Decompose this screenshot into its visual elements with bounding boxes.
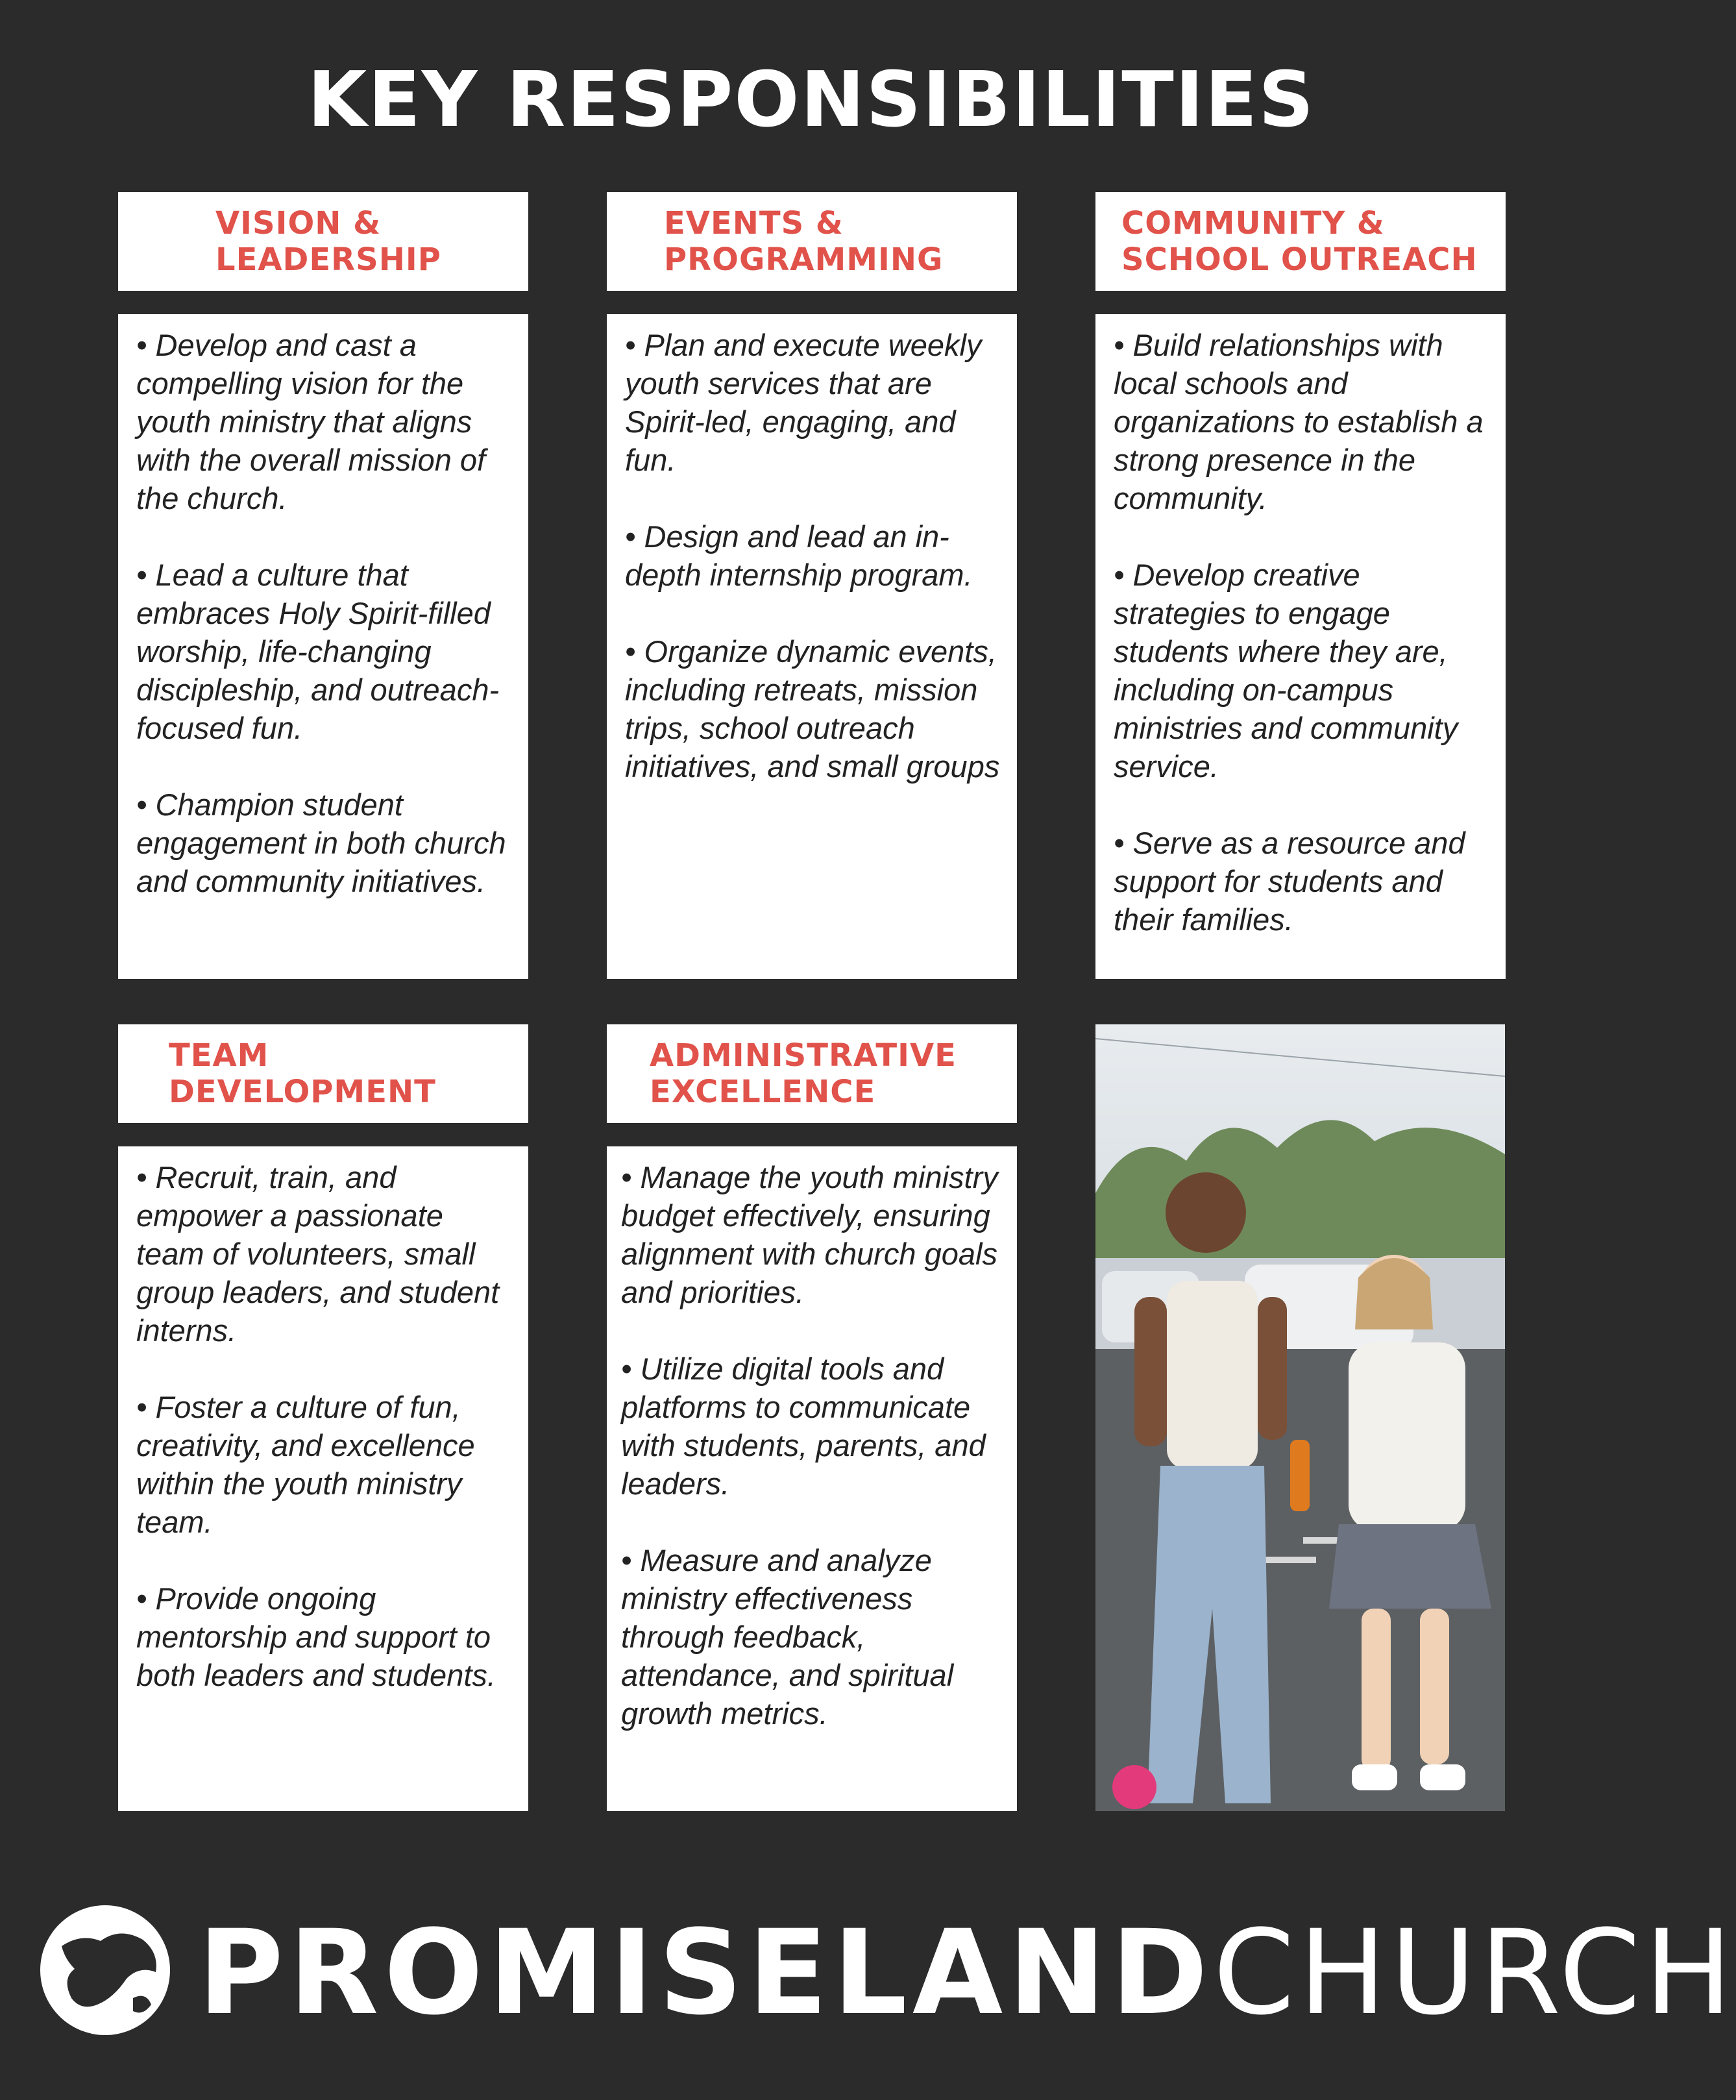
section-header-events — [607, 192, 1017, 291]
list-item: • Recruit, train, and empower a passionate team of volunteers, small group leaders, and student interns. — [136, 1160, 500, 1348]
list-item: • Foster a culture of fun, creativity, and excellence within the youth ministry team. — [136, 1390, 475, 1539]
list-item: • Design and lead an in-depth internship program. — [625, 519, 973, 592]
section-body-team — [118, 1146, 528, 1811]
section-heading-line: COMMUNITY & — [1121, 205, 1385, 241]
section-heading-line: TEAM — [169, 1037, 269, 1074]
list-item: • Lead a culture that embraces Holy Spirit-filled worship, life-changing discipleship, and outreach-focused fun. — [136, 558, 500, 745]
list-item: • Develop and cast a compelling vision for the youth ministry that aligns with the overall mission of the church. — [136, 328, 486, 515]
section-heading-line: VISION & — [215, 205, 381, 241]
list-item: • Build relationships with local schools and organizations to establish a strong presence in the community. — [1114, 328, 1484, 515]
section-header-admin — [607, 1024, 1017, 1123]
list-item: • Utilize digital tools and platforms to communicate with students, parents, and leaders. — [621, 1352, 986, 1501]
section-heading-line: DEVELOPMENT — [169, 1074, 436, 1110]
page-title: KEY RESPONSIBILITIES — [307, 55, 1315, 144]
section-heading-line: EVENTS & — [664, 205, 844, 241]
section-body-events — [607, 314, 1017, 979]
section-heading-line: SCHOOL OUTREACH — [1121, 241, 1478, 278]
list-item: • Measure and analyze ministry effectiveness through feedback, attendance, and spiritual growth metrics. — [621, 1543, 954, 1731]
church-logo-icon — [36, 1901, 175, 2040]
church-wordmark — [198, 1905, 1736, 2041]
list-item: • Manage the youth ministry budget effectively, ensuring alignment with church goals and priorities. — [621, 1160, 998, 1309]
wordmark-light: CHURCH — [1213, 1905, 1736, 2041]
section-body-community — [1095, 314, 1506, 979]
section-body-vision — [118, 314, 528, 979]
section-header-team — [118, 1024, 528, 1123]
section-body-admin — [607, 1146, 1017, 1811]
list-item: • Provide ongoing mentorship and support to both leaders and students. — [136, 1581, 496, 1692]
students-photo-illustration — [1095, 1024, 1505, 1811]
list-item: • Champion student engagement in both church and community initiatives. — [136, 787, 506, 898]
list-item: • Plan and execute weekly youth services that are Spirit-led, engaging, and fun. — [625, 328, 982, 477]
wordmark-bold: PROMISELAND — [198, 1905, 1214, 2041]
list-item: • Develop creative strategies to engage students where they are, including on-campus ministries and community service. — [1114, 558, 1458, 784]
section-heading-line: LEADERSHIP — [215, 241, 441, 278]
section-heading-line: ADMINISTRATIVE — [650, 1037, 957, 1074]
section-heading-line: EXCELLENCE — [650, 1074, 876, 1110]
students-photo — [1095, 1024, 1505, 1811]
section-header-community — [1095, 192, 1506, 291]
section-header-vision — [118, 192, 528, 291]
section-heading-line: PROGRAMMING — [664, 241, 944, 278]
list-item: • Organize dynamic events, including retreats, mission trips, school outreach initiatives, and small groups — [625, 634, 1000, 784]
list-item: • Serve as a resource and support for students and their families. — [1114, 826, 1465, 937]
